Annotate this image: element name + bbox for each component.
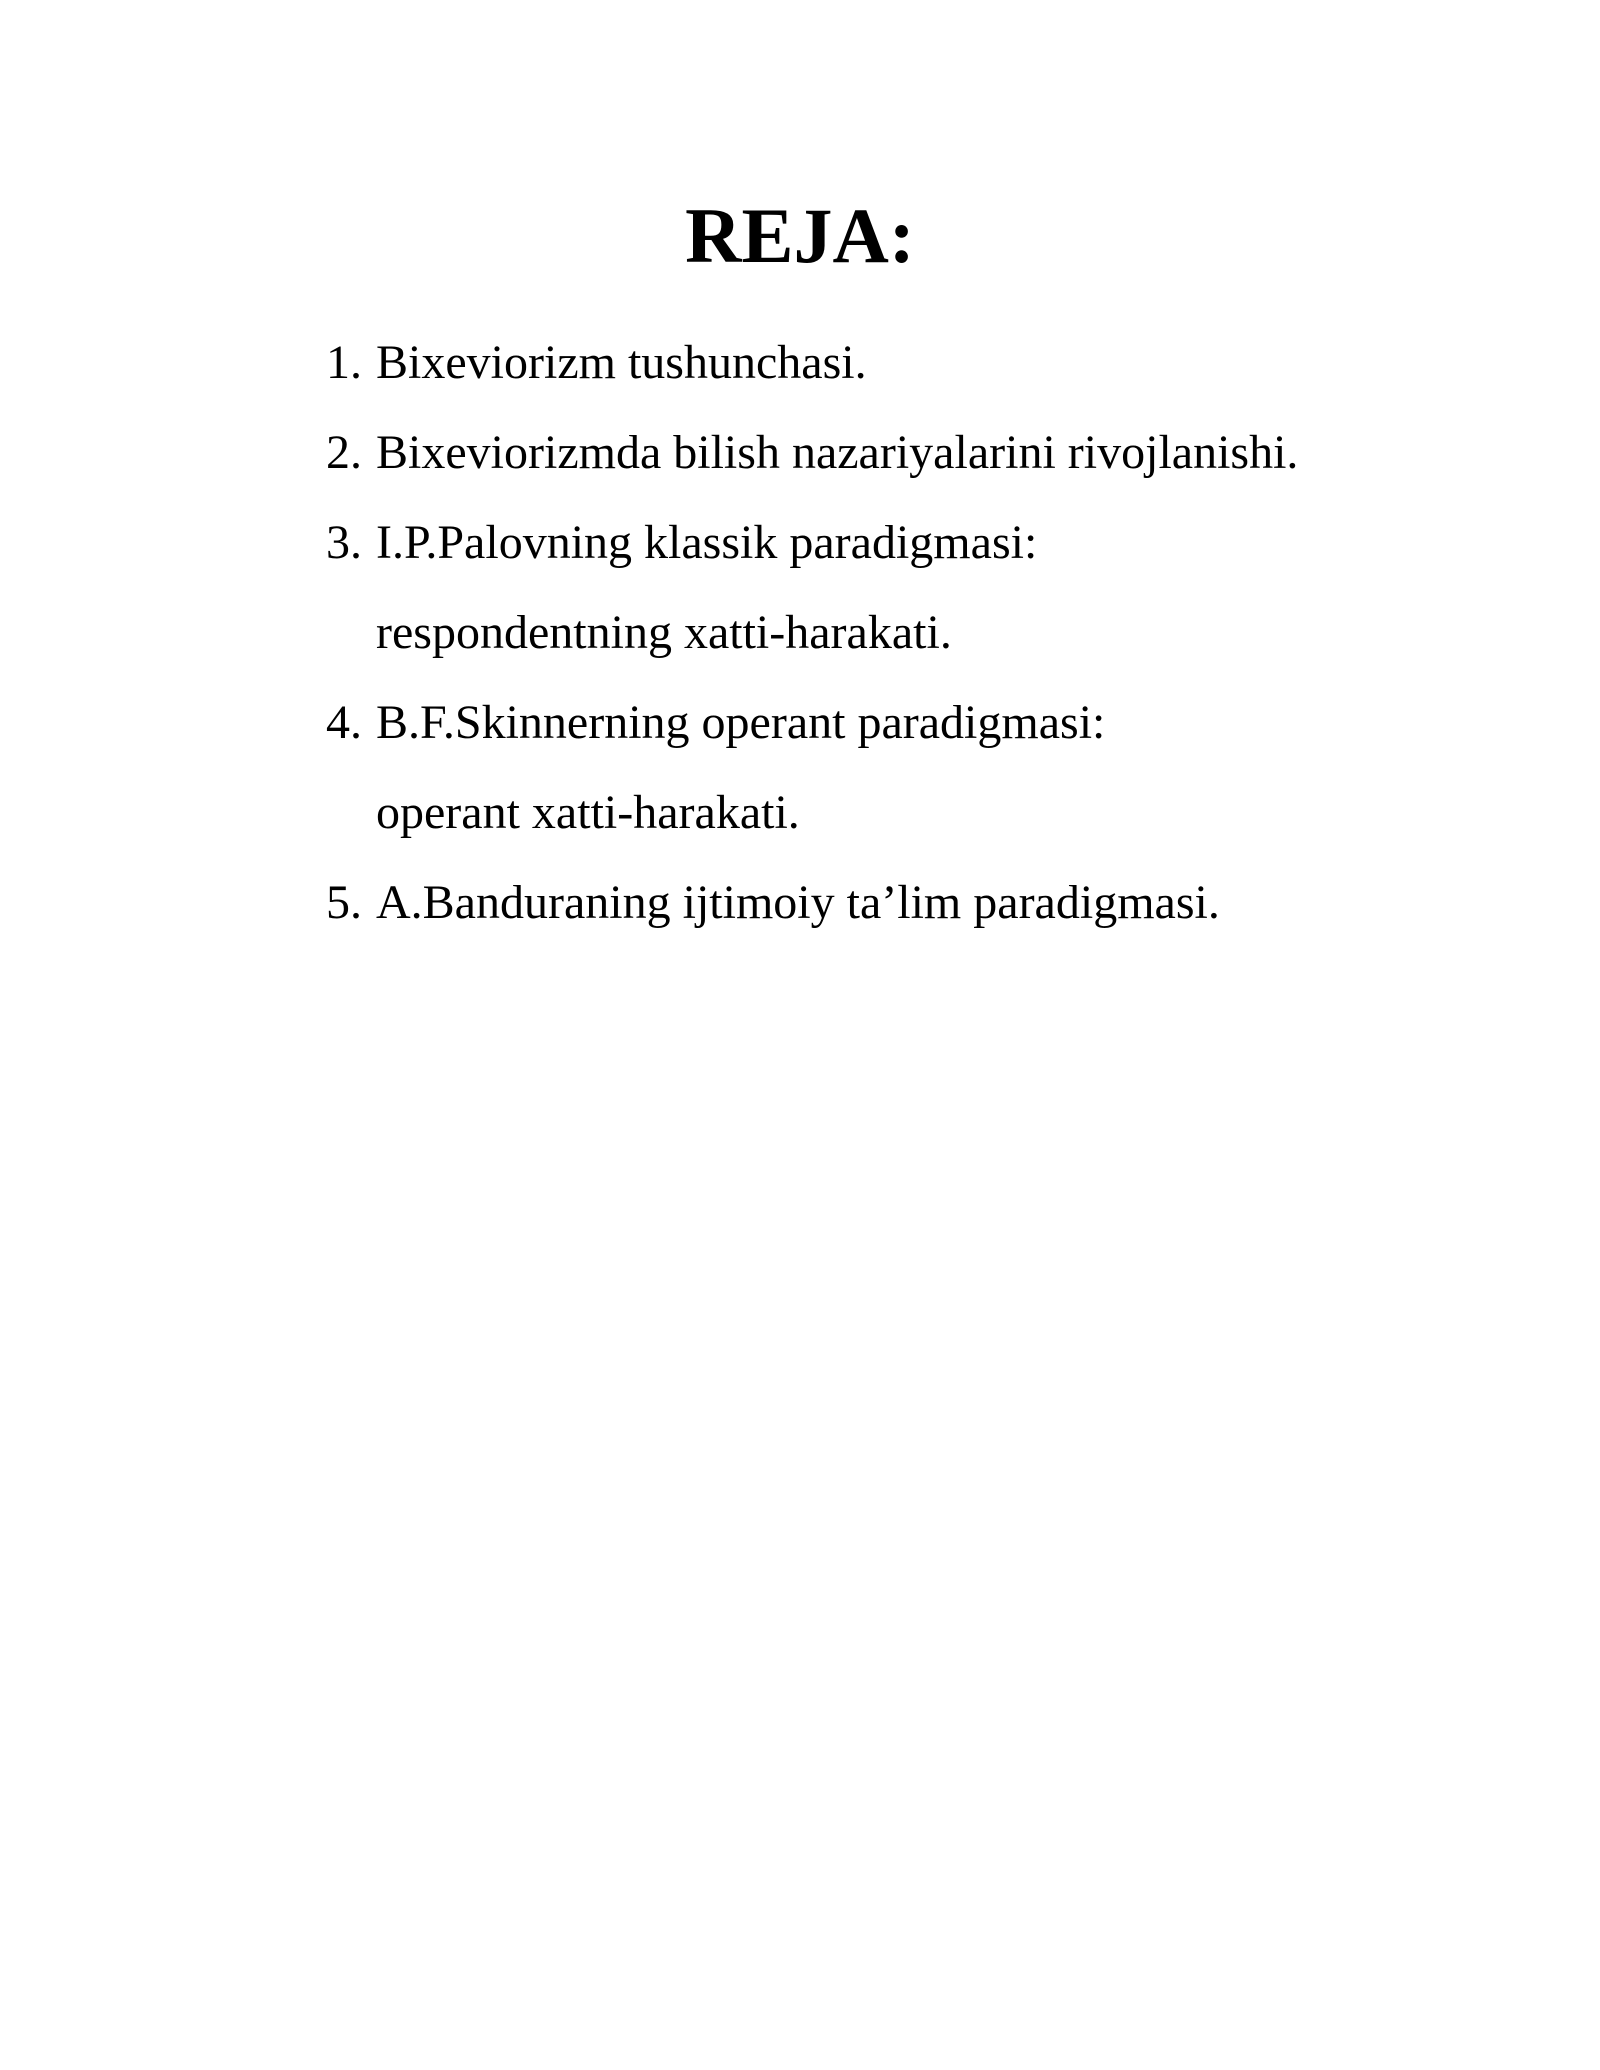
list-item xyxy=(326,858,1476,948)
list-item xyxy=(326,408,1476,498)
item-text: Bixeviorizmda bilish nazariyalarini rivojlanishi. xyxy=(376,426,1299,479)
list-item xyxy=(326,678,1476,858)
list-item xyxy=(326,498,1476,678)
page-title: REJA: xyxy=(685,192,915,279)
item-text-continuation: respondentning xatti-harakati. xyxy=(376,606,952,659)
plan-list xyxy=(326,318,1476,948)
list-item xyxy=(326,318,1476,408)
item-text: B.F.Skinnerning operant paradigmasi: xyxy=(376,696,1106,749)
item-text: I.P.Palovning klassik paradigmasi: xyxy=(376,516,1038,569)
item-text: A.Banduraning ijtimoiy ta’lim paradigmasi. xyxy=(376,876,1220,929)
item-number: 2. xyxy=(326,426,362,479)
item-number: 4. xyxy=(326,696,362,749)
item-number: 3. xyxy=(326,516,362,569)
item-number: 5. xyxy=(326,876,362,929)
item-text: Bixeviorizm tushunchasi. xyxy=(376,336,867,389)
item-number: 1. xyxy=(326,336,362,389)
item-text-continuation: operant xatti-harakati. xyxy=(376,786,800,839)
